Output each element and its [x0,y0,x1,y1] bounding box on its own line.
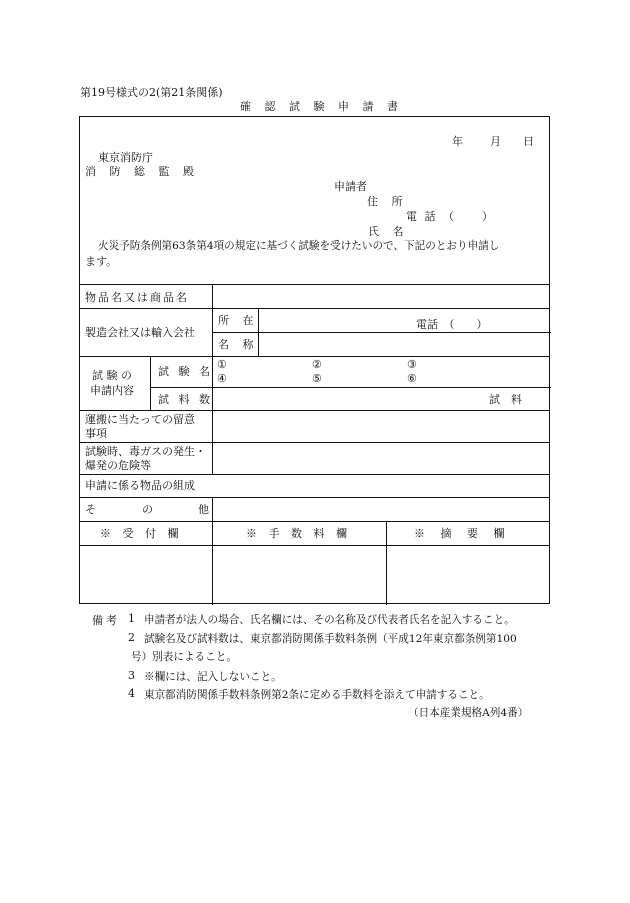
sample-unit: 試 料 [489,393,522,406]
note-1-num: 1 [128,612,135,625]
date-day: 日 [523,135,534,148]
date-month: 月 [490,135,501,148]
rule [150,387,551,388]
name-label: 氏 名 [368,225,409,238]
rule [80,521,549,522]
test-item-6: ⑥ [407,372,417,385]
test-item-2: ② [312,358,322,371]
form-title: 確 認 試 験 申 請 書 [240,100,403,113]
rule [212,497,213,605]
notes-label: 備考 [92,614,120,627]
rule [80,474,549,475]
product-name-label: 物品名又は商品名 [85,291,189,304]
composition-label: 申請に係る物品の組成 [85,479,195,492]
manufacturer-label: 製造会社又は輸入会社 [85,326,195,339]
note-2-text: 試験名及び試料数は、東京都消防関係手数料条例（平成12年東京都条例第100 [144,633,517,645]
other-char-1: そ [85,503,96,516]
test-item-5: ⑤ [312,372,322,385]
form-number: 第19号様式の2(第21条関係) [80,86,223,99]
note-1-text: 申請者が法人の場合、氏名欄には、その名称及び代表者氏名を記入すること。 [144,614,515,626]
test-item-4: ④ [217,372,227,385]
test-request-line1: 試 験 の [92,369,132,382]
transport-line1: 運搬に当たっての留意 [85,413,195,426]
note-4-text: 東京都消防関係手数料条例第2条に定める手数料を添えて申請すること。 [144,689,490,701]
rule [80,545,549,546]
test-name-label: 試 験 名 [158,365,213,378]
rule [212,284,213,474]
company-name-label: 名 称 [218,338,259,351]
statement-line2: ます。 [85,255,118,268]
applicant-label: 申請者 [334,180,367,193]
test-request-line2: 申請内容 [90,384,134,397]
transport-line2: 事項 [85,427,107,440]
date-year: 年 [452,135,463,148]
note-2-num: 2 [128,631,135,644]
note-2-cont: 号）別表によること。 [131,651,237,663]
fee-header: ※ 手 数 料 欄 [246,527,351,540]
addressee-line1: 東京消防庁 [98,151,153,164]
rule [80,410,549,411]
application-form [79,116,550,604]
phone-label: 電 話 （ ） [406,210,495,223]
hazard-line1: 試験時、毒ガスの発生・ [85,445,206,458]
address-label: 住 所 [367,195,408,208]
other-char-2: の [142,503,153,516]
note-3-num: 3 [128,669,135,682]
rule [80,284,549,285]
summary-header: ※ 摘 要 欄 [414,527,511,540]
statement-line1: 火災予防条例第63条第4項の規定に基づく試験を受けたいので、下記のとおり申請し [98,240,500,252]
reception-header: ※ 受 付 欄 [100,527,183,540]
rule [80,442,549,443]
rule [212,332,551,333]
other-char-3: 他 [198,503,209,516]
paper-size-note: （日本産業規格A列4番） [408,707,529,719]
note-3-text: ※欄には、記入しないこと。 [144,671,282,683]
rule [80,308,549,309]
addressee-line2: 消 防 総 監 殿 [85,165,199,178]
note-4-num: 4 [128,687,135,700]
rule [386,521,387,605]
test-item-1: ① [217,358,227,371]
hazard-line2: 爆発の危険等 [85,459,151,472]
rule [80,497,549,498]
location-label: 所 在 [218,314,259,327]
phone-label-row: 電話 （ ） [416,318,488,331]
rule [150,356,151,410]
sample-count-label: 試 料 数 [158,393,213,406]
test-item-3: ③ [407,358,417,371]
